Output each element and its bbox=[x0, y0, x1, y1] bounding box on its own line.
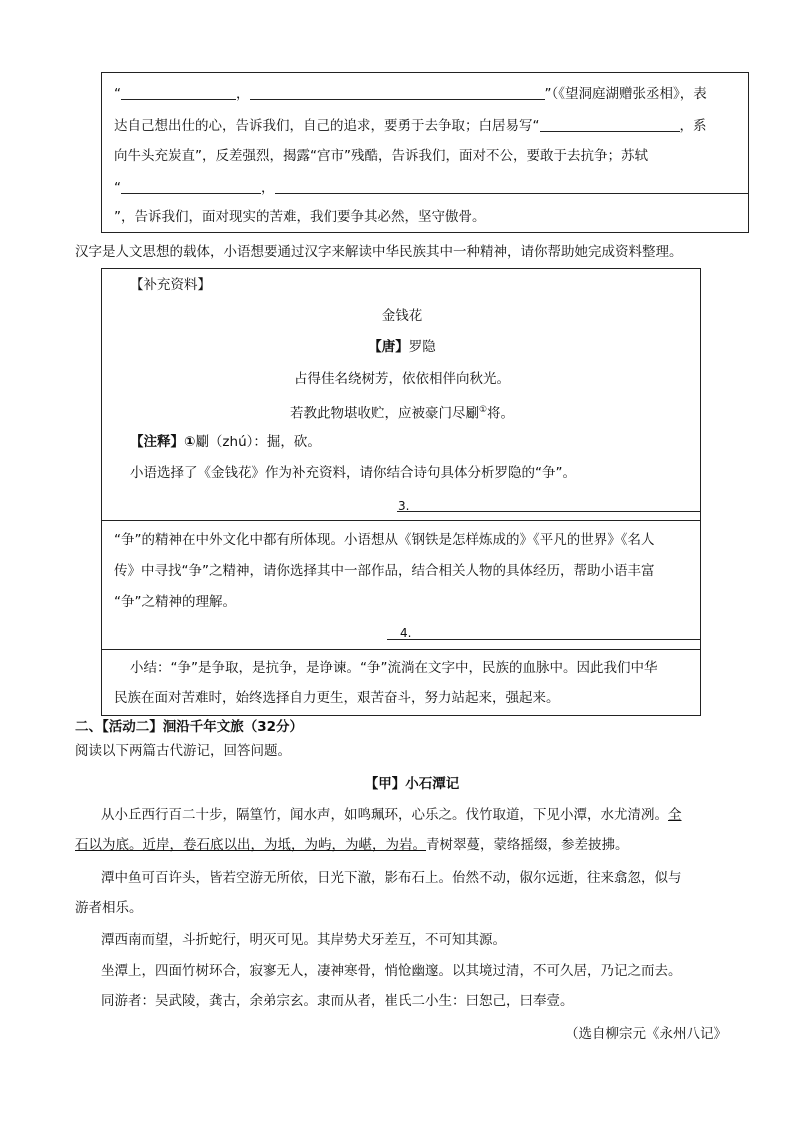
question-4-line1: “争”的精神在中外文化中都有所体现。小语想从《钢铁是怎样炼成的》《平凡的世界》《名人 bbox=[114, 532, 655, 548]
essay-p2-line1: 潭中鱼可百许头，皆若空游无所依，日光下澈，影布石上。佁然不动，俶尔远逝，往来翕忽，似与 bbox=[101, 870, 682, 886]
poem-author: 【唐】罗隐 bbox=[368, 339, 436, 355]
essay-p3: 潭西南而望，斗折蛇行，明灭可见。其岸势犬牙差互，不可知其源。 bbox=[101, 932, 506, 948]
box1-line3: 向牛头充炭直”，反差强烈，揭露“宫市”残酷，告诉我们，面对不公，要敢于去抗争；苏轼 bbox=[114, 148, 648, 164]
poem-verse-1: 占得佳名绕树芳，依依相伴向秋光。 bbox=[294, 371, 510, 387]
essay-p1-line1: 从小丘西行百二十步，隔篁竹，闻水声，如鸣珮环，心乐之。伐竹取道，下见小潭，水尤清冽。全 bbox=[101, 807, 682, 823]
intro-text: 汉字是人文思想的载体，小语想要通过汉字来解读中华民族其中一种精神，请你帮助她完成资料整理。 bbox=[75, 244, 683, 260]
activity-2-instruction: 阅读以下两篇古代游记，回答问题。 bbox=[75, 743, 291, 759]
essay-p4: 坐潭上，四面竹树环合，寂寥无人，凄神寒骨，悄怆幽邃。以其境过清，不可久居，乃记之而去。 bbox=[101, 963, 682, 979]
summary-line1: 小结：“争”是争取，是抗争，是诤谏。“争”流淌在文字中，民族的血脉中。因此我们中华 bbox=[130, 660, 658, 676]
poem-verse-2: 若教此物堪收贮，应被豪门尽劚①将。 bbox=[289, 405, 515, 422]
essay-p5: 同游者：吴武陵，龚古，余弟宗玄。隶而从者，崔氏二小生：曰恕己，曰奉壹。 bbox=[101, 993, 574, 1009]
answer-line-4[interactable] bbox=[387, 639, 701, 640]
essay-source: （选自柳宗元《永州八记》 bbox=[565, 1026, 727, 1042]
question-3-text: 小语选择了《金钱花》作为补充资料，请你结合诗句具体分析罗隐的“争”。 bbox=[130, 465, 576, 481]
activity-2-heading: 二、【活动二】洄沿千年文旅（32分） bbox=[75, 719, 304, 735]
blank-field[interactable] bbox=[250, 85, 545, 100]
blank-field[interactable] bbox=[275, 179, 749, 194]
question-4-number: 4. bbox=[400, 626, 412, 640]
blank-field[interactable] bbox=[121, 179, 261, 194]
summary-line2: 民族在面对苦难时，始终选择自力更生，艰苦奋斗，努力站起来，强起来。 bbox=[114, 690, 560, 706]
question-4-line3: “争”之精神的理解。 bbox=[114, 594, 236, 610]
box1-line2: 达自己想出仕的心，告诉我们，自己的追求，要勇于去争取；白居易写“ ，系 bbox=[114, 118, 707, 134]
poem-title: 金钱花 bbox=[381, 308, 423, 324]
box1-line5: ”，告诉我们，面对现实的苦难，我们要争其必然，坚守傲骨。 bbox=[114, 209, 486, 225]
box1-line1: “ ， ”（《望洞庭湖赠张丞相》，表 bbox=[114, 86, 707, 102]
blank-field[interactable] bbox=[540, 117, 680, 132]
poem-note: 【注释】①劚（zhú）：掘，砍。 bbox=[130, 434, 321, 450]
supplement-label: 【补充资料】 bbox=[130, 277, 211, 293]
section-divider bbox=[101, 649, 701, 650]
essay-title: 【甲】小石潭记 bbox=[364, 776, 460, 792]
essay-p1-line2: 石以为底。近岸，卷石底以出，为坻，为屿，为嵁，为岩。青树翠蔓，蒙络摇缀，参差披拂。 bbox=[75, 837, 629, 853]
blank-field[interactable] bbox=[121, 85, 236, 100]
section-divider bbox=[101, 520, 701, 521]
question-3-number: 3. bbox=[398, 499, 410, 513]
essay-p2-line2: 游者相乐。 bbox=[75, 900, 143, 916]
question-4-line2: 传》中寻找“争”之精神，请你选择其中一部作品，结合相关人物的具体经历，帮助小语丰富 bbox=[114, 563, 655, 579]
answer-line-3[interactable] bbox=[397, 511, 701, 512]
box1-line4: “ ， bbox=[114, 178, 749, 198]
